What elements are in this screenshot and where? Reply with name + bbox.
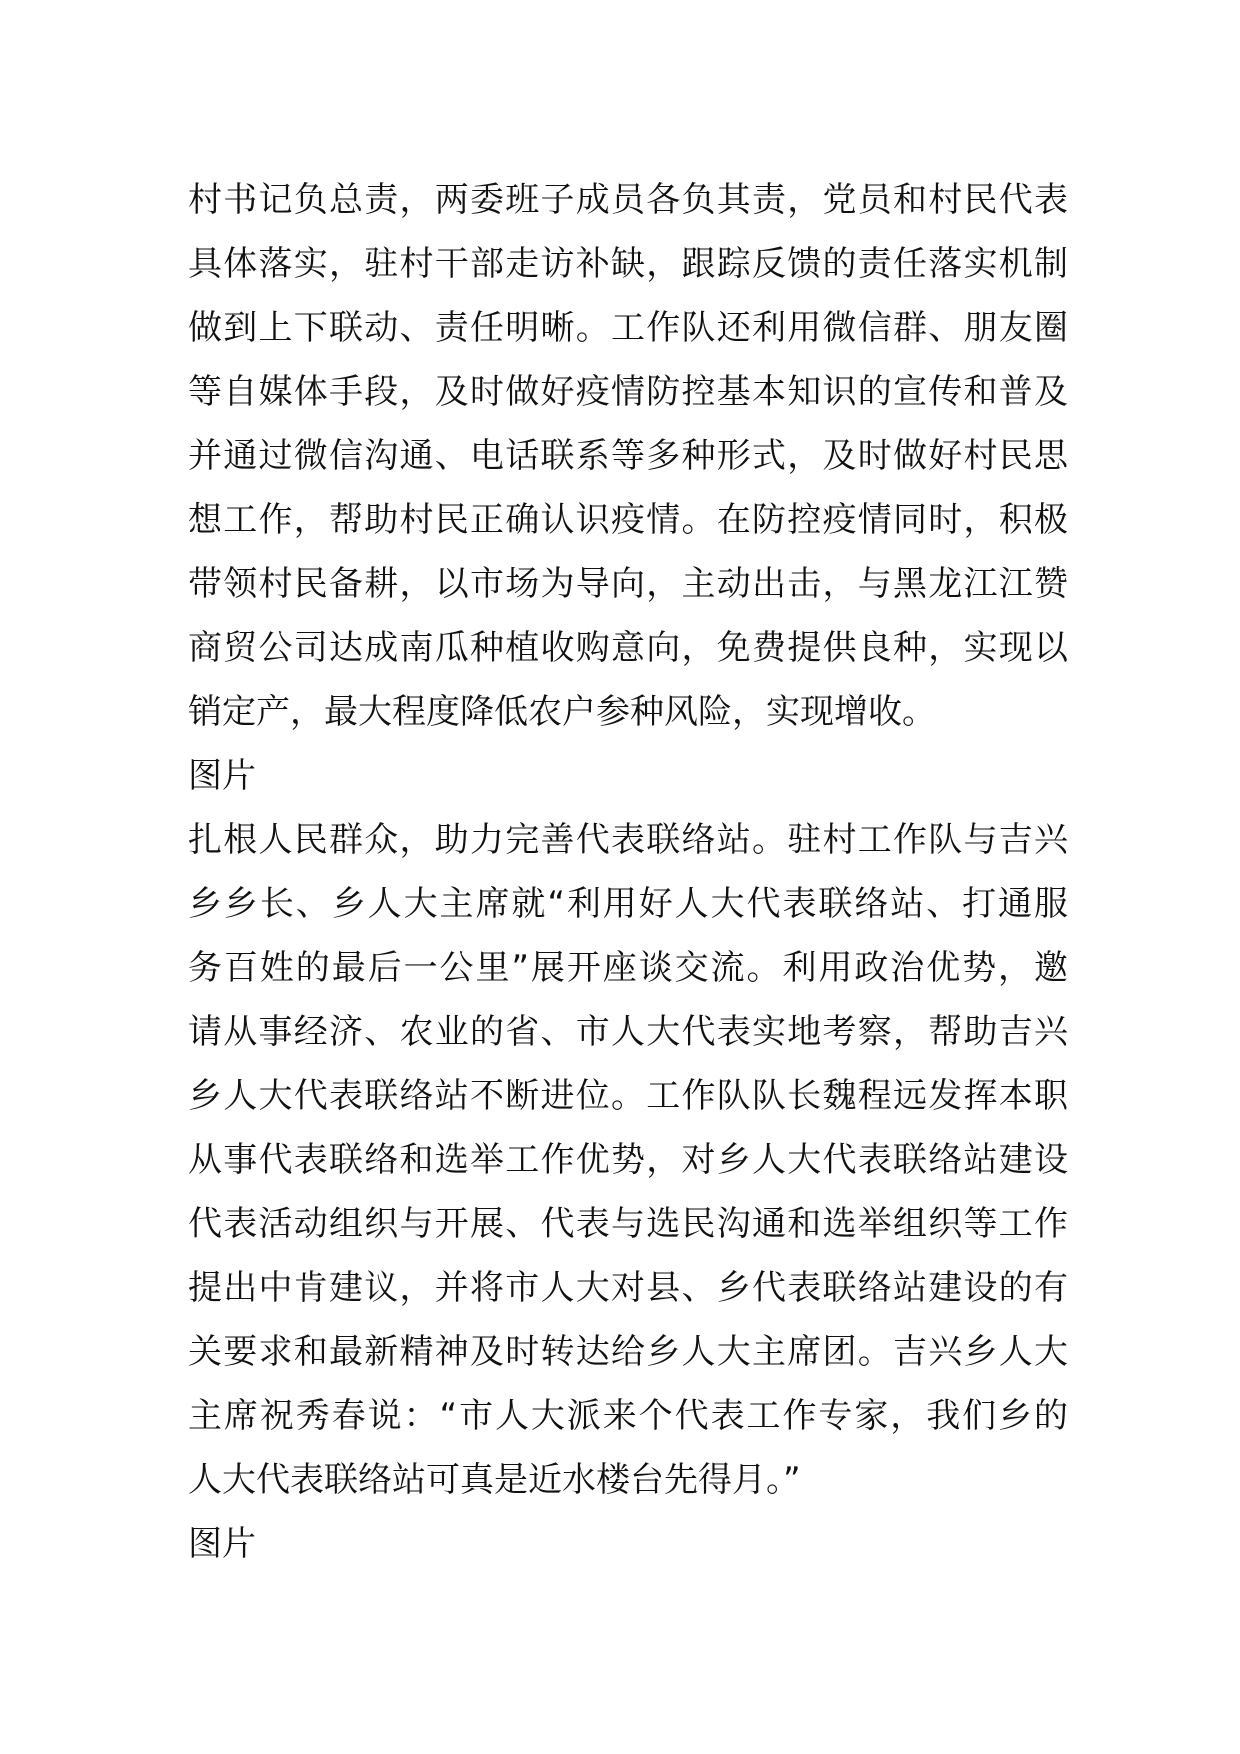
paragraph-line: 商贸公司达成南瓜种植收购意向，免费提供良种，实现以 [188, 628, 1068, 668]
paragraph-line: 从事代表联络和选举工作优势，对乡人大代表联络站建设 [188, 1140, 1068, 1180]
paragraph-line: 带领村民备耕，以市场为导向，主动出击，与黑龙江江赞 [188, 564, 1068, 604]
paragraph-line: 代表活动组织与开展、代表与选民沟通和选举组织等工作 [188, 1204, 1068, 1244]
paragraph-line: 扎根人民群众，助力完善代表联络站。驻村工作队与吉兴 [188, 820, 1068, 860]
paragraph-line: 关要求和最新精神及时转达给乡人大主席团。吉兴乡人大 [188, 1332, 1068, 1372]
paragraph-line: 等自媒体手段，及时做好疫情防控基本知识的宣传和普及 [188, 372, 1068, 412]
paragraph-line: 销定产，最大程度降低农户参种风险，实现增收。 [188, 692, 936, 732]
paragraph-line: 做到上下联动、责任明晰。工作队还利用微信群、朋友圈 [188, 308, 1068, 348]
paragraph-line: 并通过微信沟通、电话联系等多种形式，及时做好村民思 [188, 436, 1068, 476]
document-body [188, 168, 1068, 1576]
paragraph-line: 乡人大代表联络站不断进位。工作队队长魏程远发挥本职 [188, 1076, 1068, 1116]
paragraph-line: 请从事经济、农业的省、市人大代表实地考察，帮助吉兴 [188, 1012, 1068, 1052]
paragraph-line: 乡乡长、乡人大主席就“利用好人大代表联络站、打通服 [188, 884, 1068, 924]
paragraph-line: 具体落实，驻村干部走访补缺，跟踪反馈的责任落实机制 [188, 244, 1068, 284]
paragraph-line: 务百姓的最后一公里”展开座谈交流。利用政治优势，邀 [188, 948, 1068, 988]
paragraph-line: 村书记负总责，两委班子成员各负其责，党员和村民代表 [188, 180, 1068, 220]
paragraph-line: 主席祝秀春说：“市人大派来个代表工作专家，我们乡的 [188, 1396, 1068, 1436]
paragraph-line: 人大代表联络站可真是近水楼台先得月。” [188, 1460, 801, 1500]
figure-placeholder-label: 图片 [188, 1524, 256, 1564]
paragraph-line: 想工作，帮助村民正确认识疫情。在防控疫情同时，积极 [188, 500, 1068, 540]
figure-placeholder-label: 图片 [188, 756, 256, 796]
paragraph-line: 提出中肯建议，并将市人大对县、乡代表联络站建设的有 [188, 1268, 1068, 1308]
